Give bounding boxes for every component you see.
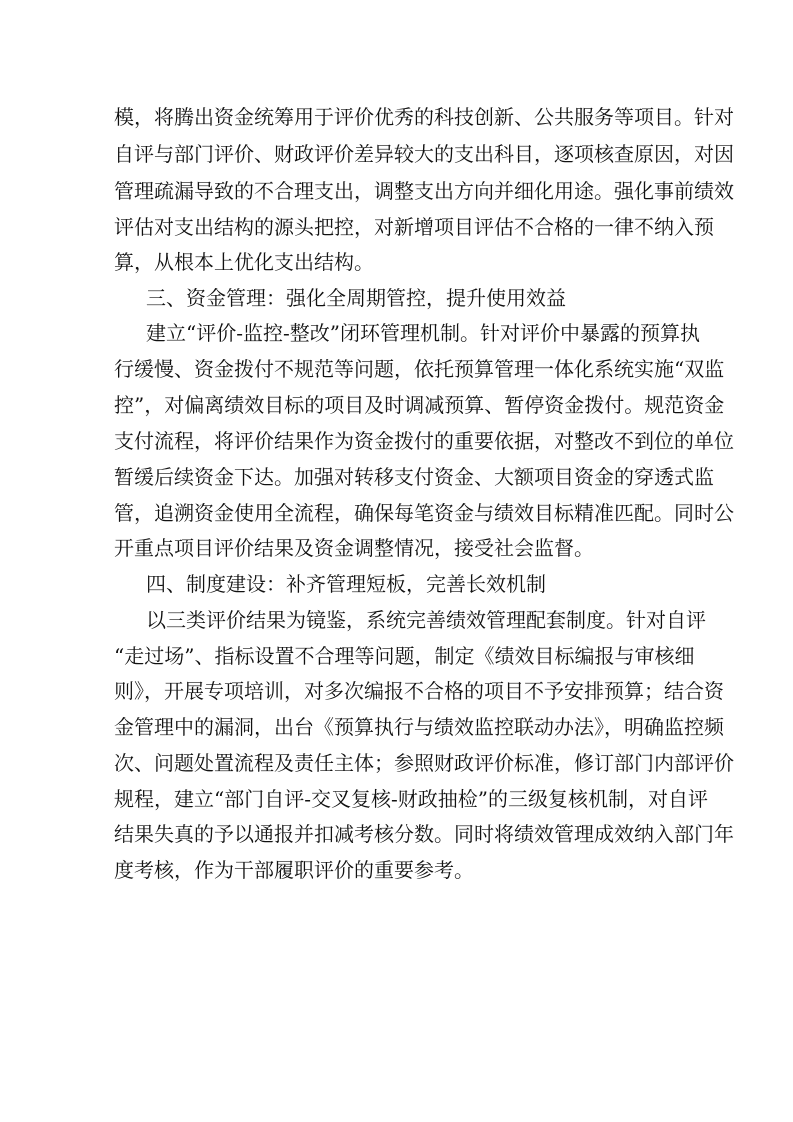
body-text-line: 金管理中的漏洞，出台《预算执行与绩效监控联动办法》，明确监控频 xyxy=(114,715,724,739)
body-text-line: 建立“评价-监控-整改”闭环管理机制。针对评价中暴露的预算执 xyxy=(146,321,700,345)
body-text-line: “走过场”、指标设置不合理等问题，制定《绩效目标编报与审核细 xyxy=(114,644,695,668)
body-text-line: 规程，建立“部门自评-交叉复核-财政抽检”的三级复核机制，对自评 xyxy=(114,787,708,811)
body-text-line: 评估对支出结构的源头把控，对新增项目评估不合格的一律不纳入预 xyxy=(114,215,714,239)
body-text-line: 算，从根本上优化支出结构。 xyxy=(114,250,374,274)
body-text-line: 开重点项目评价结果及资金调整情况，接受社会监督。 xyxy=(114,536,594,560)
body-text-line: 结果失真的予以通报并扣减考核分数。同时将绩效管理成效纳入部门年 xyxy=(114,822,734,846)
body-text-line: 管理疏漏导致的不合理支出，调整支出方向并细化用途。强化事前绩效 xyxy=(114,179,734,203)
body-text-line: 管，追溯资金使用全流程，确保每笔资金与绩效目标精准匹配。同时公 xyxy=(114,501,734,525)
body-text-line: 次、问题处置流程及责任主体；参照财政评价标准，修订部门内部评价 xyxy=(114,751,734,775)
section-heading: 四、制度建设：补齐管理短板，完善长效机制 xyxy=(146,572,546,596)
body-text-line: 支付流程，将评价结果作为资金拨付的重要依据，对整改不到位的单位 xyxy=(114,429,734,453)
body-text-line: 模，将腾出资金统筹用于评价优秀的科技创新、公共服务等项目。针对 xyxy=(114,105,734,129)
body-text-line: 度考核，作为干部履职评价的重要参考。 xyxy=(114,858,474,882)
body-text-line: 控”，对偏离绩效目标的项目及时调减预算、暂停资金拨付。规范资金 xyxy=(114,393,725,417)
section-heading: 三、资金管理：强化全周期管控，提升使用效益 xyxy=(146,286,566,310)
body-text-line: 暂缓后续资金下达。加强对转移支付资金、大额项目资金的穿透式监 xyxy=(114,465,714,489)
body-text-line: 以三类评价结果为镜鉴，系统完善绩效管理配套制度。针对自评 xyxy=(146,608,706,632)
body-text-line: 则》，开展专项培训，对多次编报不合格的项目不予安排预算；结合资 xyxy=(114,679,724,703)
body-text-line: 自评与部门评价、财政评价差异较大的支出科目，逐项核查原因，对因 xyxy=(114,142,734,166)
body-text-line: 行缓慢、资金拨付不规范等问题，依托预算管理一体化系统实施“双监 xyxy=(114,357,725,381)
